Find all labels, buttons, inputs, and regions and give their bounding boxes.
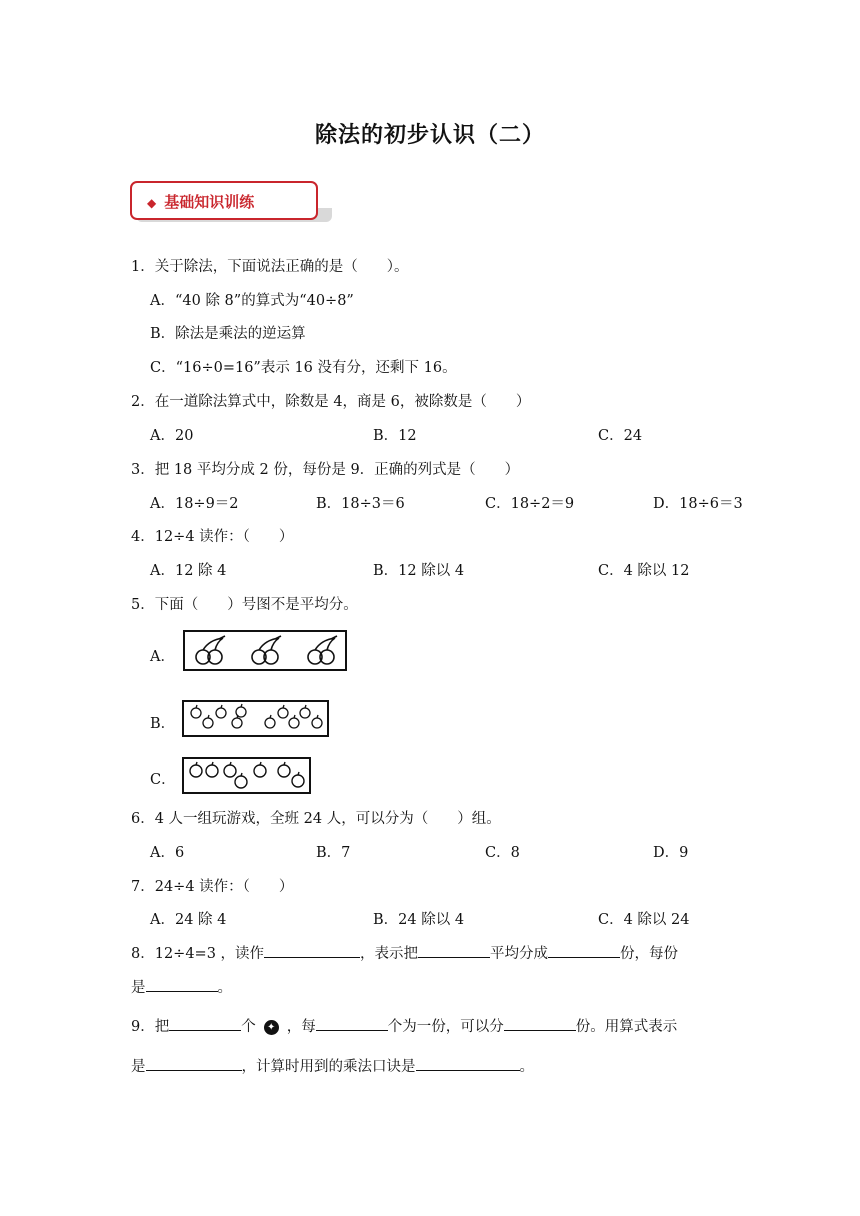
q9-line1 (131, 1015, 677, 1036)
q9-text-3: ，每 (286, 1019, 316, 1035)
q6-option-b: B．7 (316, 845, 351, 861)
q2-option-c: C．24 (598, 428, 643, 444)
q3-option-b: B．18÷3＝6 (316, 496, 405, 512)
q8-blank-reading[interactable] (264, 942, 360, 958)
q3-option-c: C．18÷2＝9 (485, 496, 575, 512)
q4-option-a: A．12 除 4 (150, 563, 227, 579)
q1-option-b: B．除法是乘法的逆运算 (150, 326, 306, 342)
q8-text-2: ，表示把 (360, 946, 419, 962)
diamond-icon: ◆ (147, 196, 157, 210)
section-label-text: 基础知识训练 (164, 193, 255, 211)
q4-stem: 4．12÷4 读作：（ ） (131, 529, 294, 545)
q9-line2 (131, 1055, 534, 1076)
q1-option-a: A．“40 除 8”的算式为“40÷8” (150, 293, 354, 309)
apples-icon (184, 702, 327, 735)
section-label (147, 191, 254, 212)
q9-text-4: 个为一份，可以分 (387, 1019, 504, 1035)
q5-option-c: C． (150, 772, 176, 788)
q2-option-a: A．20 (150, 428, 194, 444)
q8-text-4: 份，每份 (620, 946, 679, 962)
fruits-icon (184, 759, 309, 792)
q3-option-d: D．18÷6＝3 (653, 496, 743, 512)
q8-blank-dividend[interactable] (418, 942, 490, 958)
q2-option-b: B．12 (373, 428, 417, 444)
q7-option-b: B．24 除以 4 (373, 912, 465, 928)
q9-blank-group-size[interactable] (316, 1015, 388, 1031)
q5-option-a: A． (150, 649, 175, 665)
cherries-icon (185, 632, 345, 669)
q9-text-8: 。 (519, 1059, 534, 1075)
q4-option-b: B．12 除以 4 (373, 563, 465, 579)
q8-blank-each[interactable] (146, 976, 218, 992)
q6-option-c: C．8 (485, 845, 520, 861)
q8-text-1: 8．12÷4=3 ，读作 (131, 946, 265, 962)
q6-stem: 6．4 人一组玩游戏，全班 24 人，可以分为（ ）组。 (131, 811, 501, 827)
apples-picture (182, 700, 329, 737)
q7-stem: 7．24÷4 读作：（ ） (131, 879, 294, 895)
q8-line1 (131, 942, 678, 963)
q9-text-7: ，计算时用到的乘法口诀是 (241, 1059, 416, 1075)
page-title: 除法的初步认识（二） (314, 122, 545, 148)
q9-blank-count[interactable] (169, 1015, 241, 1031)
q7-option-c: C．4 除以 24 (598, 912, 690, 928)
q6-option-d: D．9 (653, 845, 689, 861)
q3-stem: 3．把 18 平均分成 2 份，每份是 9．正确的列式是（ ） (131, 462, 520, 478)
q1-option-c: C．“16÷0=16”表示 16 没有分，还剩下 16。 (150, 360, 457, 376)
q6-option-a: A．6 (150, 845, 185, 861)
q9-blank-rhyme[interactable] (416, 1055, 520, 1071)
q9-blank-groups[interactable] (504, 1015, 576, 1031)
star-icon: ✦ (264, 1020, 279, 1035)
q2-stem: 2．在一道除法算式中，除数是 4，商是 6，被除数是（ ） (131, 394, 531, 410)
circles-picture (182, 757, 311, 794)
q5-stem: 5．下面（ ）号图不是平均分。 (131, 597, 358, 613)
q7-option-a: A．24 除 4 (150, 912, 227, 928)
cherries-picture (183, 630, 347, 671)
q8-text-3: 平均分成 (490, 946, 549, 962)
q9-blank-equation[interactable] (146, 1055, 242, 1071)
q8-text-5: 是 (131, 980, 146, 996)
q8-blank-parts[interactable] (548, 942, 620, 958)
q1-stem: 1．关于除法，下面说法正确的是（ ）。 (131, 259, 409, 275)
q3-option-a: A．18÷9＝2 (150, 496, 239, 512)
q8-line2 (131, 976, 232, 997)
q9-text-2: 个 (241, 1019, 256, 1035)
q4-option-c: C．4 除以 12 (598, 563, 690, 579)
q5-option-b: B． (150, 716, 176, 732)
q9-text-5: 份。用算式表示 (575, 1019, 678, 1035)
q9-text-6: 是 (131, 1059, 146, 1075)
q8-text-6: 。 (217, 980, 232, 996)
q9-text-1: 9．把 (131, 1019, 170, 1035)
